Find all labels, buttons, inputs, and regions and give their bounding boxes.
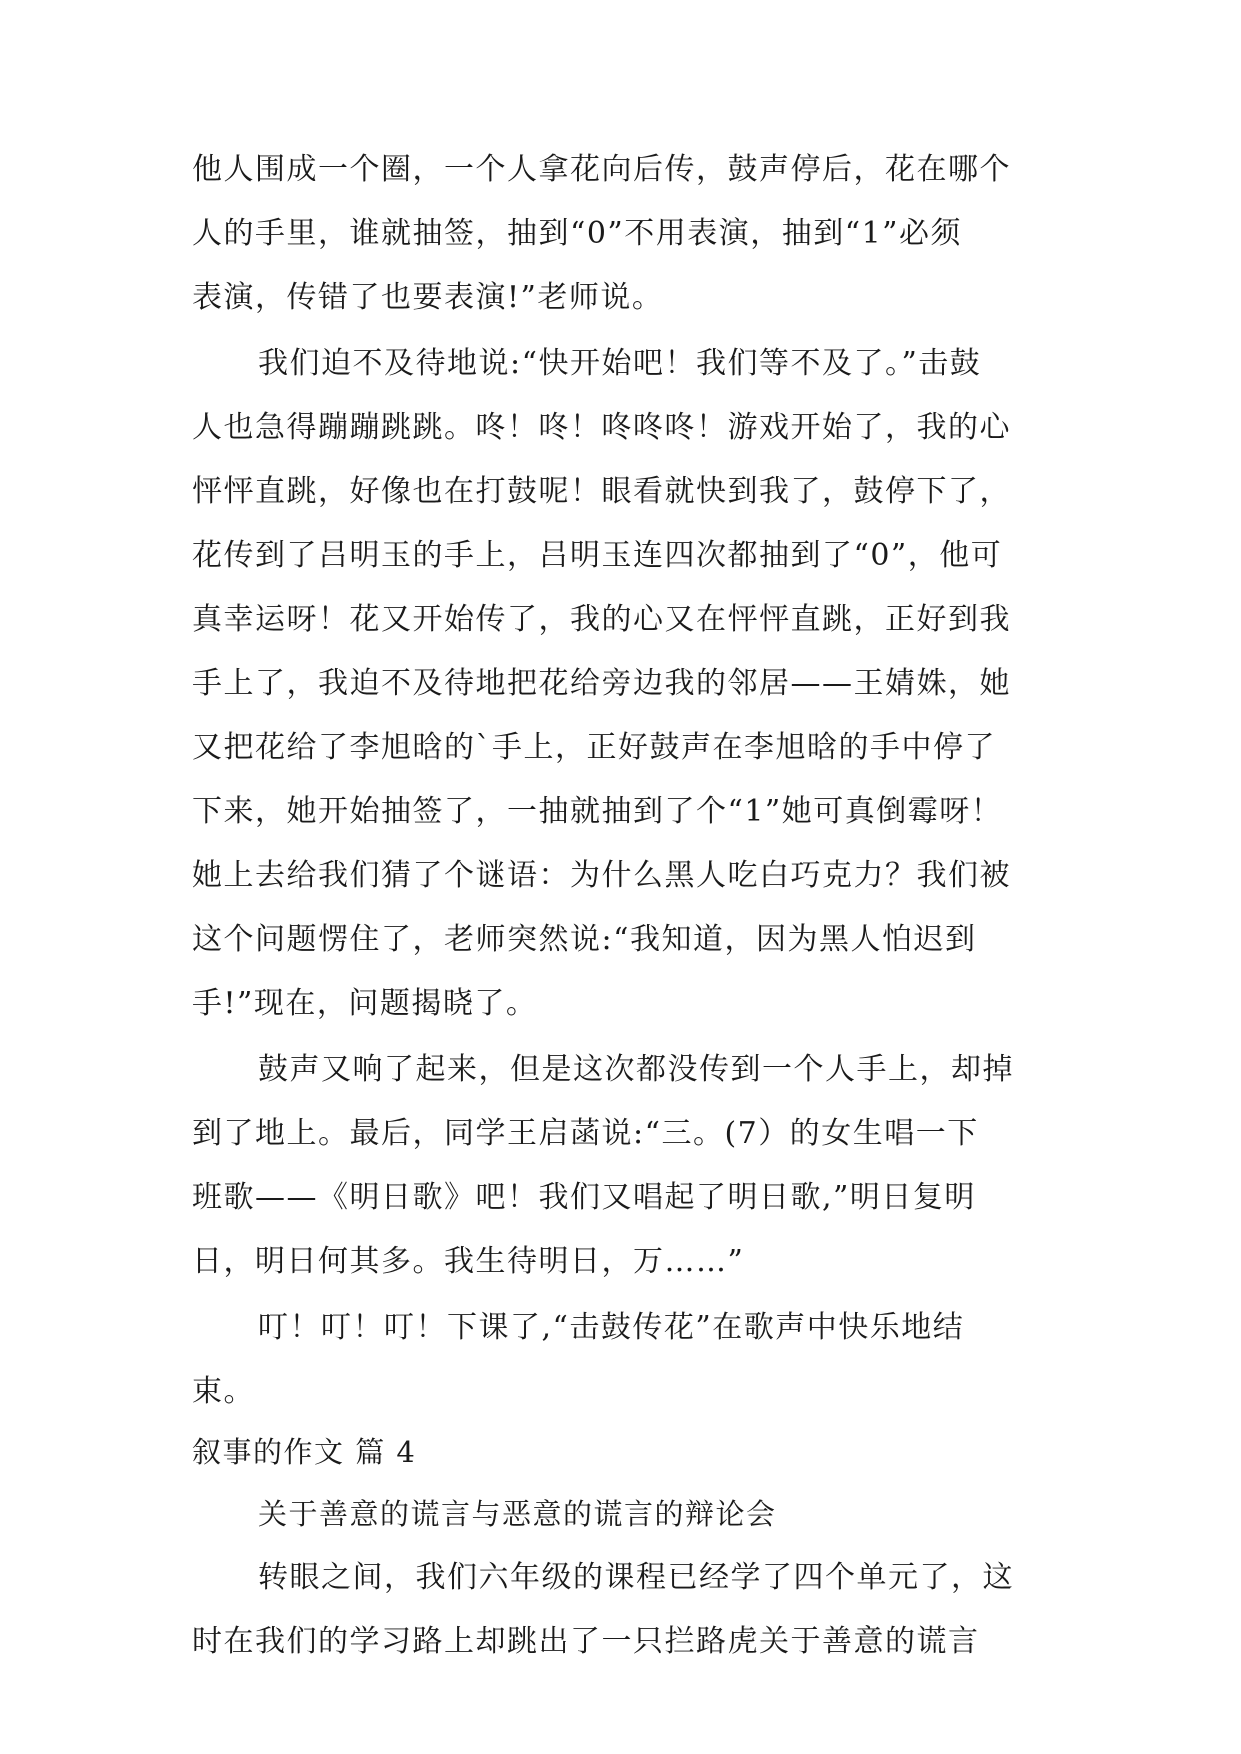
paragraph-3-line-1: 鼓声又响了起来，但是这次都没传到一个人手上，却掉: [258, 1052, 1014, 1087]
paragraph-4-line-2: 束。: [192, 1374, 255, 1409]
section-heading: 叙事的作文 篇 4: [192, 1435, 417, 1469]
paragraph-1-line-2: 人的手里，谁就抽签，抽到“0”不用表演，抽到“1”必须: [192, 216, 963, 251]
paragraph-2-line-6: 手上了，我迫不及待地把花给旁边我的邻居——王婧姝，她: [192, 666, 1011, 701]
paragraph-1-line-3: 表演，传错了也要表演!”老师说。: [192, 280, 664, 315]
paragraph-2-line-8: 下来，她开始抽签了，一抽就抽到了个“1”她可真倒霉呀！: [192, 794, 1003, 829]
paragraph-2-line-5: 真幸运呀！花又开始传了，我的心又在怦怦直跳，正好到我: [192, 602, 1011, 637]
paragraph-2-line-1: 我们迫不及待地说:“快开始吧！我们等不及了。”击鼓: [258, 346, 982, 381]
paragraph-2-line-10: 这个问题愣住了，老师突然说:“我知道，因为黑人怕迟到: [192, 922, 977, 957]
paragraph-4-line-1: 叮！叮！叮！下课了,“击鼓传花”在歌声中快乐地结: [258, 1310, 965, 1345]
paragraph-2-line-9: 她上去给我们猜了个谜语：为什么黑人吃白巧克力？我们被: [192, 858, 1011, 893]
paragraph-1-line-1: 他人围成一个圈，一个人拿花向后传，鼓声停后，花在哪个: [192, 152, 1011, 187]
paragraph-5-line-2: 时在我们的学习路上却跳出了一只拦路虎关于善意的谎言: [192, 1624, 980, 1659]
paragraph-2-line-2: 人也急得蹦蹦跳跳。咚！咚！咚咚咚！游戏开始了，我的心: [192, 410, 1011, 445]
paragraph-3-line-2: 到了地上。最后，同学王启菡说:“三。(7）的女生唱一下: [192, 1116, 979, 1151]
paragraph-2-line-4: 花传到了吕明玉的手上，吕明玉连四次都抽到了“0”，他可: [192, 538, 1003, 573]
paragraph-3-line-3: 班歌——《明日歌》吧！我们又唱起了明日歌,”明日复明: [192, 1180, 976, 1215]
paragraph-2-line-11: 手!”现在，问题揭晓了。: [192, 986, 538, 1021]
paragraph-2-line-3: 怦怦直跳，好像也在打鼓呢！眼看就快到我了，鼓停下了，: [192, 474, 1011, 509]
paragraph-3-line-4: 日，明日何其多。我生待明日，万……”: [192, 1244, 745, 1279]
paragraph-5-line-1: 转眼之间，我们六年级的课程已经学了四个单元了，这: [258, 1560, 1014, 1595]
paragraph-2-line-7: 又把花给了李旭晗的`手上，正好鼓声在李旭晗的手中停了: [192, 730, 996, 765]
section-subtitle: 关于善意的谎言与恶意的谎言的辩论会: [258, 1497, 777, 1531]
